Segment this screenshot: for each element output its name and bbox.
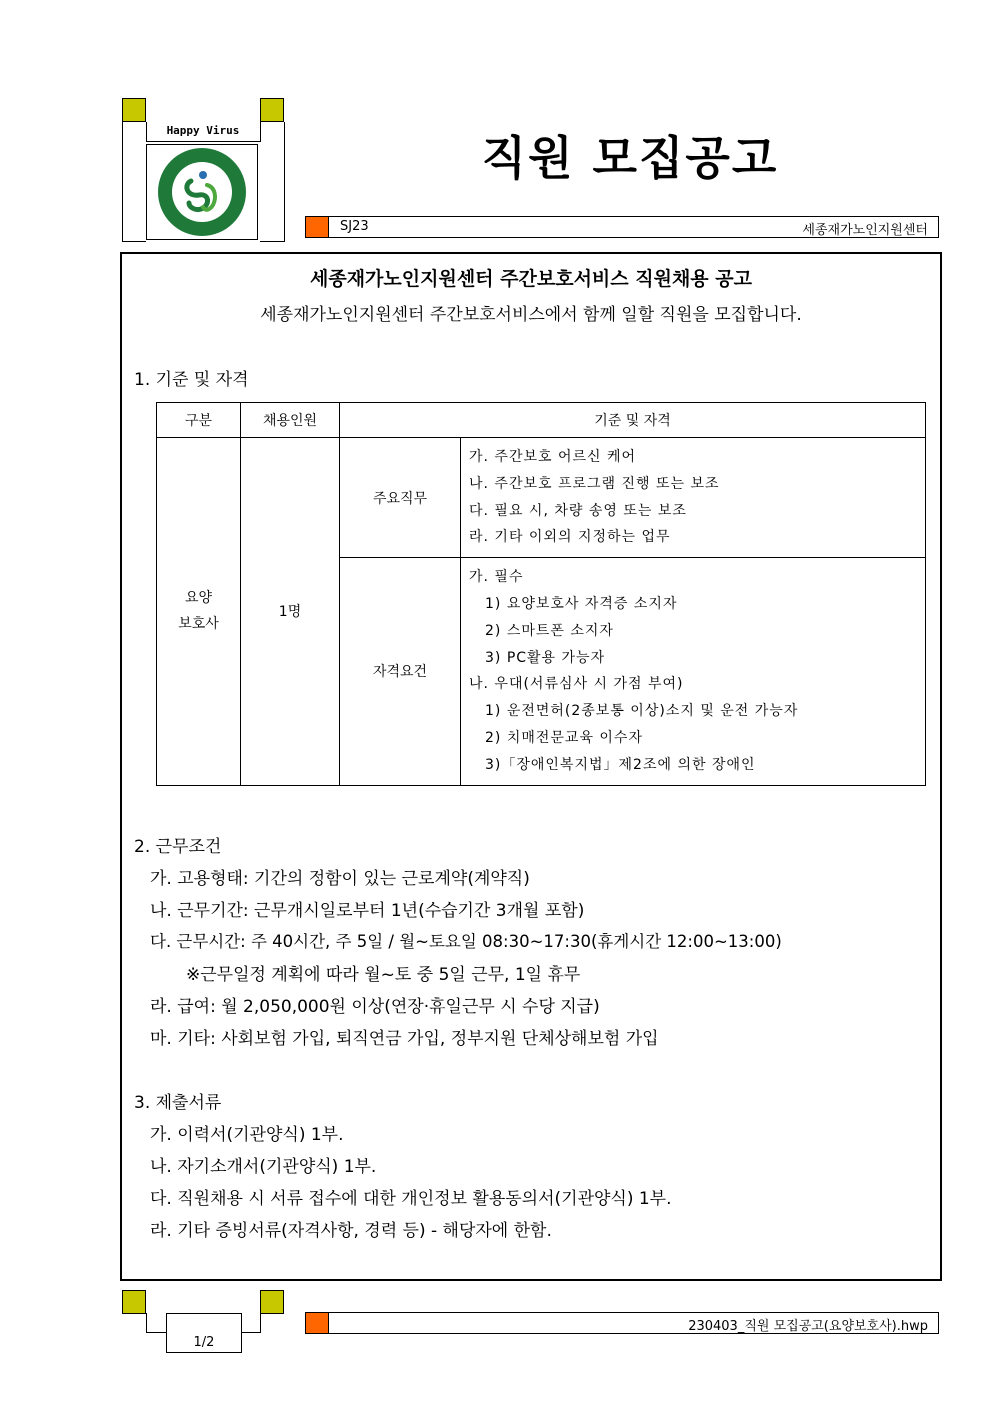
footer-bar xyxy=(305,1312,939,1334)
list-item: 2) 치매전문교육 이수자 xyxy=(485,729,643,746)
notice-intro: 세종재가노인지원센터 주간보호서비스에서 함께 일할 직원을 모집합니다. xyxy=(260,305,802,325)
org-name: 세종재가노인지원센터 xyxy=(802,223,928,238)
doc-code: SJ23 xyxy=(340,219,369,234)
section-title: 2. 근무조건 xyxy=(134,837,222,857)
list-item: 라. 기타 증빙서류(자격사항, 경력 등) - 해당자에 한함. xyxy=(150,1221,552,1241)
list-item: 나. 근무기간: 근무개시일로부터 1년(수습기간 3개월 포함) xyxy=(150,901,585,921)
duties-list xyxy=(461,438,926,558)
header-bar xyxy=(305,216,939,238)
qual-list xyxy=(461,558,926,785)
corner-square xyxy=(260,98,284,122)
list-item: 나. 주간보호 프로그램 진행 또는 보조 xyxy=(469,475,720,492)
list-item: 1) 운전면허(2종보통 이상)소지 및 운전 가능자 xyxy=(485,703,799,720)
count-cell: 1명 xyxy=(241,438,340,786)
duties-label: 주요직무 xyxy=(340,438,461,558)
list-item: 마. 기타: 사회보험 가입, 퇴직연금 가입, 정부지원 단체상해보험 가입 xyxy=(150,1029,659,1049)
logo-top-text: Happy Virus xyxy=(166,124,240,137)
list-item: 가. 고용형태: 기간의 정함이 있는 근로계약(계약직) xyxy=(150,869,530,889)
table-header-row xyxy=(157,403,926,438)
file-name: 230403_직원 모집공고(요양보호사).hwp xyxy=(688,1319,928,1334)
sejong-logo-icon xyxy=(147,145,257,239)
list-item: 가. 주간보호 어르신 케어 xyxy=(469,449,637,465)
list-item: 가. 이력서(기관양식) 1부. xyxy=(150,1125,344,1145)
page-title: 직원 모집공고 xyxy=(481,131,779,185)
section-title: 1. 기준 및 자격 xyxy=(134,370,249,390)
logo xyxy=(146,144,258,240)
list-item: 다. 직원채용 시 서류 접수에 대한 개인정보 활용동의서(기관양식) 1부. xyxy=(150,1189,672,1209)
list-item: 가. 필수 xyxy=(469,569,524,586)
accent-square xyxy=(306,1313,329,1333)
accent-square xyxy=(306,217,329,237)
list-item: 다. 필요 시, 차량 송영 또는 보조 xyxy=(469,502,687,519)
list-item: 라. 급여: 월 2,050,000원 이상(연장·휴일근무 시 수당 지급) xyxy=(150,997,600,1017)
list-item: 나. 자기소개서(기관양식) 1부. xyxy=(150,1157,377,1177)
notice-heading: 세종재가노인지원센터 주간보호서비스 직원채용 공고 xyxy=(310,268,752,290)
header-cell: 기준 및 자격 xyxy=(340,403,926,438)
corner-square xyxy=(122,1290,146,1314)
page-number: 1/2 xyxy=(193,1335,215,1350)
position-cell: 요양 보호사 xyxy=(157,438,241,786)
header-cell: 채용인원 xyxy=(241,403,340,438)
section-title: 3. 제출서류 xyxy=(134,1093,222,1113)
list-item: ※근무일정 계획에 따라 월~토 중 5일 근무, 1일 휴무 xyxy=(186,965,581,985)
list-item: 다. 근무시간: 주 40시간, 주 5일 / 월~토요일 08:30~17:30(휴게시간 12:00~13:00) xyxy=(150,932,782,951)
list-item: 나. 우대(서류심사 시 가점 부여) xyxy=(469,676,684,693)
list-item: 2) 스마트폰 소지자 xyxy=(485,622,614,639)
header-cell: 구분 xyxy=(157,403,241,438)
requirements-table xyxy=(156,402,926,786)
list-item: 3) PC활용 가능자 xyxy=(485,649,606,666)
list-item: 1) 요양보호사 자격증 소지자 xyxy=(485,595,678,612)
qual-label: 자격요건 xyxy=(340,558,461,785)
corner-square xyxy=(122,98,146,122)
list-item: 3)「장애인복지법」제2조에 의한 장애인 xyxy=(485,756,756,773)
table-row xyxy=(157,438,926,558)
corner-square xyxy=(260,1290,284,1314)
list-item: 라. 기타 이외의 지정하는 업무 xyxy=(469,529,671,546)
